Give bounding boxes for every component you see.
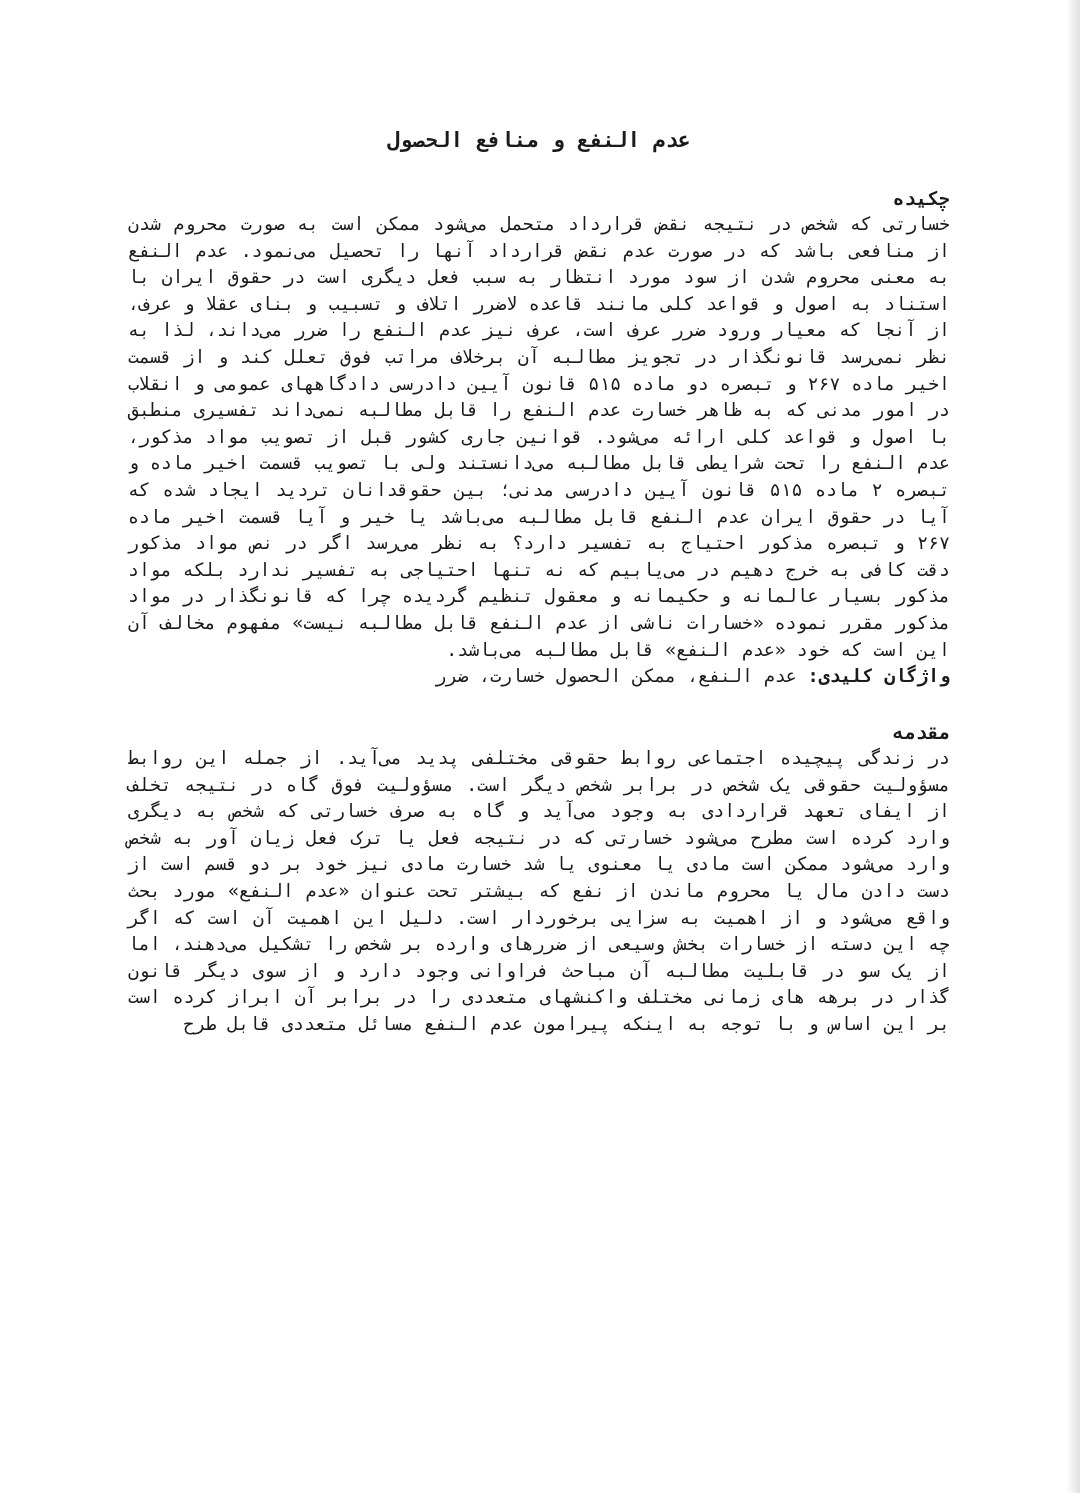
abstract-heading: چکیده — [892, 188, 950, 210]
section-gap — [128, 690, 950, 720]
document-page — [128, 118, 950, 1039]
intro-heading: مقدمه — [892, 722, 950, 745]
keywords-text: عدم النفع، ممکن الحصول خسارت، ضرر — [435, 666, 808, 688]
document-title: عدم النفع و منافع الحصول — [387, 128, 691, 152]
page-edge-shadow — [1066, 0, 1080, 1493]
abstract-paragraph: خسارتی که شخص در نتیجه نقض قرارداد متحمل می‌شود ممکن است به صورت محروم شدن از منافعی باشد که در صورت عدم نقض قرارداد آنها را تحصیل می‌نمود. عدم النفع به معنی محروم شدن از سود مورد انتظار به سبب فعل دیگری است در حقوق ایران با استناد به اصول و قواعد کلی مانند قاعده لاضرر اتلاف و تسبیب و بنای عقلا و عرف، از آنجا که معیار ورود ضرر عرف است، عرف نیز عدم النفع را ضرر می‌داند، لذا به نظر نمی‌رسد قانونگذار در تجویز مطالبه آن برخلاف مراتب فوق تعلل کند و از قسمت اخیر ماده ۲۶۷ و تبصره دو ماده ۵۱۵ قانون آیین دادرسی دادگاههای عمومی و انقلاب در امور مدنی که به ظاهر خسارت عدم النفع را قابل مطالبه نمی‌داند تفسیری منطبق با اصول و قواعد کلی ارائه می‌شود. قوانین جاری کشور قبل از تصویب مواد مذکور، عدم النفع را تحت شرایطی قابل مطالبه می‌دانستند ولی با تصویب قسمت اخیر ماده و تبصره ۲ ماده ۵۱۵ قانون آیین دادرسی مدنی؛ بین حقوقدانان تردید ایجاد شده که آیا در حقوق ایران عدم النفع قابل مطالبه می‌باشد یا خیر و آیا قسمت اخیر ماده ۲۶۷ و تبصره مذکور احتیاج به تفسیر دارد؟ به نظر می‌رسد اگر در نص مواد مذکور دقت کافی به خرج دهیم در می‌یابیم که نه تنها احتیاجی به تفسیر ندارد بلکه مواد مذکور بسیار عالمانه و حکیمانه و معقول تنظیم گردیده چرا که قانونگذار در مواد مذکور مقرر نموده «خسارات ناشی از عدم النفع قابل مطالبه نیست» مفهوم مخالف آن این است که خود «عدم النفع» قابل مطالبه می‌باشد. — [128, 214, 951, 661]
keywords-label: واژگان کلیدی: — [807, 666, 950, 688]
intro-paragraph: در زندگی پیچیده اجتماعی روابط حقوقی مختلفی پدید می‌آید. از جمله این روابط مسؤولیت حقوقی یک شخص در برابر شخص دیگر است. مسؤولیت فوق گاه در نتیجه تخلف از ایفای تعهد قراردادی به وجود می‌آید و گاه به صرف خسارتی که شخص به دیگری وارد کرده است مطرح می‌شود خسارتی که در نتیجه فعل یا ترک فعل زیان آور به شخص وارد می‌شود ممکن است مادی یا معنوی یا شد خسارت مادی نیز خود بر دو قسم است از دست دادن مال یا محروم ماندن از نفع که بیشتر تحت عنوان «عدم النفع» مورد بحث واقع می‌شود و از اهمیت به سزایی برخوردار است. دلیل این اهمیت آن است که اگر چه این دسته از خسارات بخش وسیعی از ضررهای وارده بر شخص را تشکیل می‌دهند، اما از یک سو در قابلیت مطالبه آن مباحث فراوانی وجود دارد و از سوی دیگر قانون گذار در برهه های زمانی مختلف واکنشهای متعددی را در برابر آن ابراز کرده است بر این اساس و با توجه به اینکه پیرامون عدم النفع مسائل متعددی قابل طرح — [128, 748, 950, 1036]
keywords-line — [128, 664, 950, 690]
